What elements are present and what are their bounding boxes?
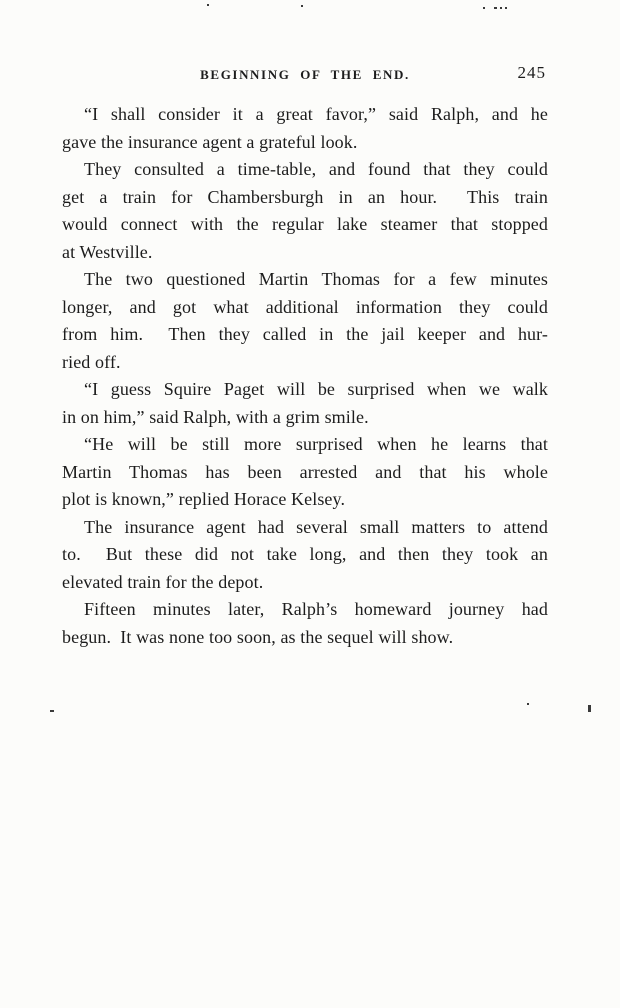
paragraph [62, 514, 548, 597]
text-line: to. But these did not take long, and then they took an [62, 544, 548, 564]
text-line: elevated train for the depot. [62, 571, 264, 592]
scan-speck [483, 7, 485, 9]
text-line: at Westville. [62, 241, 153, 262]
paragraph [62, 596, 548, 651]
paragraph [62, 101, 548, 156]
running-header [62, 63, 548, 85]
paragraph [62, 376, 548, 431]
scan-speck [50, 710, 54, 712]
text-line: Martin Thomas has been arrested and that his whole [62, 461, 548, 482]
text-line: They consulted a time-table, and found that they could [84, 159, 548, 179]
scan-speck [505, 7, 507, 9]
paragraph [62, 431, 548, 514]
scan-speck [500, 7, 502, 9]
text-line: would connect with the regular lake steamer that stopped [62, 214, 548, 234]
text-line: get a train for Chambersburgh in an hour. This train [62, 186, 548, 207]
paragraph [62, 266, 548, 376]
running-title: BEGINNING OF THE END. [200, 67, 410, 82]
text-line: The insurance agent had several small matters to attend [84, 516, 548, 537]
text-line: begun. It was none too soon, as the sequel will show. [62, 626, 454, 647]
text-line: “I guess Squire Paget will be surprised when we walk [84, 379, 548, 399]
scan-speck [301, 5, 303, 7]
scan-speck [527, 703, 529, 705]
text-line: The two questioned Martin Thomas for a few minutes [84, 269, 548, 289]
paragraph [62, 156, 548, 266]
scan-speck [207, 4, 209, 6]
scan-speck [588, 705, 591, 712]
text-line: gave the insurance agent a grateful look. [62, 131, 358, 152]
text-line: plot is known,” replied Horace Kelsey. [62, 489, 346, 509]
scan-speck [494, 7, 497, 9]
text-line: ried off. [62, 351, 121, 372]
page-body [62, 101, 548, 651]
text-line: Fifteen minutes later, Ralph’s homeward journey had [84, 599, 548, 619]
page-number: 245 [517, 63, 546, 82]
text-line: in on him,” said Ralph, with a grim smile. [62, 406, 369, 427]
text-line: from him. Then they called in the jail keeper and hur- [62, 324, 548, 344]
text-line: longer, and got what additional information they could [62, 296, 548, 317]
text-line: “He will be still more surprised when he learns that [84, 434, 548, 454]
text-line: “I shall consider it a great favor,” said Ralph, and he [84, 104, 548, 124]
